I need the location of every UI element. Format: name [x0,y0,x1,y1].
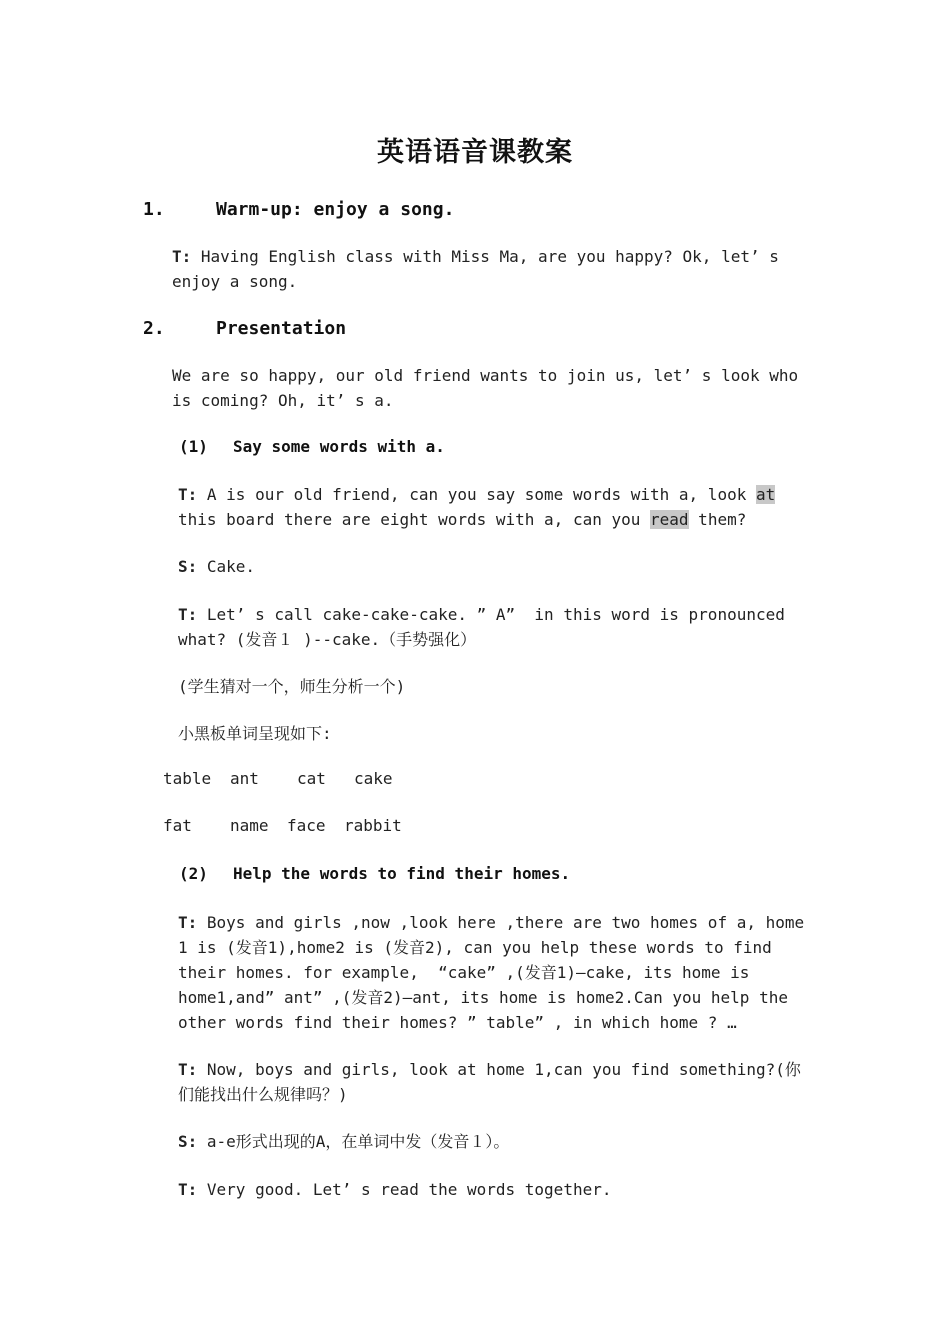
speaker-label: T: [178,913,198,932]
paragraph-text: a-e形式出现的A，在单词中发（发音１）。 [197,1132,510,1151]
section-heading: Warm-up: enjoy a song. [216,199,455,220]
paragraph-line [178,1177,611,1202]
section-number: 1. [143,199,165,220]
note-line: (学生猜对一个，师生分析一个) [178,677,406,696]
board-word: cat [297,769,326,788]
paragraph-text: Boys and girls ,now ,look here ,there are two homes of a, home [197,913,805,932]
paragraph-text: this board there are eight words with a, can you [178,510,651,529]
paragraph-text: A is our old friend, can you say some words with a, look [197,485,756,504]
section-heading: Presentation [216,318,347,339]
paragraph-line: what? (发音１ )--cake.（手势强化） [178,630,477,649]
paragraph-line: is coming? Oh, it’ s a. [172,391,394,410]
board-word: name [230,816,269,835]
paragraph-line: home1,and” ant” ,(发音2)—ant, its home is home2.Can you help the [178,988,788,1007]
speaker-label: T: [178,605,198,624]
paragraph-line: other words find their homes? ” table” , in which home ? … [178,1013,737,1032]
subsection-number: (1) [179,437,208,456]
board-word: face [287,816,326,835]
paragraph-text: Let’ s call cake-cake-cake. ” A” in this word is pronounced [197,605,785,624]
board-word: cake [354,769,393,788]
paragraph-line [178,1129,509,1154]
paragraph-line [172,244,779,269]
paragraph-line [178,507,746,532]
speaker-label: T: [178,1060,198,1079]
highlighted-word: read [650,510,689,529]
board-word: fat [163,816,192,835]
subsection-heading: Help the words to find their homes. [233,864,571,883]
board-word: table [163,769,212,788]
paragraph-line [178,910,804,935]
paragraph-line: 1 is (发音1),home2 is (发音2), can you help these words to find [178,938,772,957]
paragraph-text: Now, boys and girls, look at home 1,can you find something?(你 [197,1060,801,1079]
paragraph-text: them? [688,510,747,529]
paragraph-line: 们能找出什么规律吗？) [178,1085,348,1104]
speaker-label: T: [172,247,192,266]
highlighted-word: at [755,485,776,504]
paragraph-line [178,1057,801,1082]
board-word: ant [230,769,259,788]
paragraph-line [178,602,785,627]
speaker-label: S: [178,1132,198,1151]
note-line: 小黑板单词呈现如下: [178,724,332,743]
paragraph-text: Very good. Let’ s read the words together. [197,1180,612,1199]
speaker-label: S: [178,557,198,576]
paragraph-line [178,554,255,579]
paragraph-line [178,482,775,507]
section-number: 2. [143,318,165,339]
speaker-label: T: [178,485,198,504]
paragraph-line: enjoy a song. [172,272,298,291]
subsection-number: (2) [179,864,208,883]
paragraph-line: We are so happy, our old friend wants to join us, let’ s look who [172,366,799,385]
paragraph-line: their homes. for example, “cake” ,(发音1)—cake, its home is [178,963,750,982]
subsection-heading: Say some words with a. [233,437,445,456]
paragraph-text: Cake. [197,557,256,576]
board-word: rabbit [344,816,402,835]
speaker-label: T: [178,1180,198,1199]
document-title: 英语语音课教案 [377,137,573,168]
paragraph-text: Having English class with Miss Ma, are you happy? Ok, let’ s [191,247,779,266]
